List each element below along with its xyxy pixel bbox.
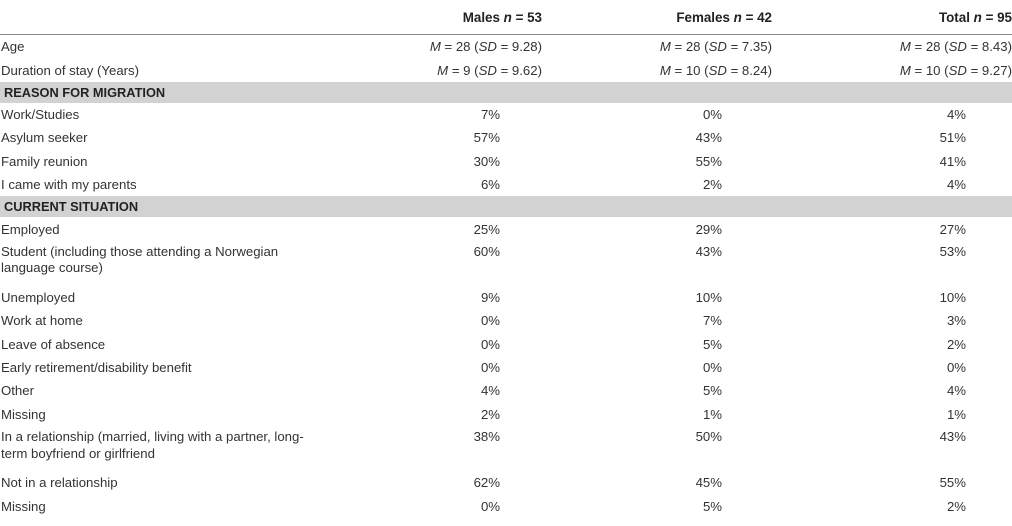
table-row	[0, 403, 1012, 426]
table-header-row	[0, 0, 1012, 35]
males-value: 62%	[473, 475, 500, 491]
females-value: 5%	[702, 383, 722, 399]
males-value: M = 28 (SD = 9.28)	[429, 39, 542, 55]
total-value: 4%	[946, 177, 966, 193]
table-row	[0, 471, 1012, 494]
males-value: 4%	[480, 383, 500, 399]
total-value: 43%	[939, 429, 966, 445]
row-label: Age	[1, 39, 25, 55]
males-value: 7%	[480, 106, 500, 122]
females-value: 50%	[695, 429, 722, 445]
row-label: Employed	[1, 221, 60, 237]
header-total: Total n = 95	[938, 9, 1012, 25]
stats-row-age	[0, 35, 1012, 59]
males-value: 30%	[473, 153, 500, 169]
table-row	[0, 217, 1012, 240]
row-label: Unemployed	[1, 289, 76, 305]
header-label-column	[0, 0, 325, 35]
row-label: Work/Studies	[1, 106, 80, 122]
total-value: 2%	[946, 498, 966, 514]
total-value: 3%	[946, 313, 966, 329]
females-value: M = 10 (SD = 8.24)	[659, 62, 772, 78]
row-label: Duration of stay (Years)	[1, 62, 140, 78]
header-females: Females n = 42	[676, 9, 772, 25]
females-value: 10%	[695, 289, 722, 305]
total-value: 41%	[939, 153, 966, 169]
females-value: 0%	[702, 360, 722, 376]
row-label: Missing	[1, 498, 46, 514]
females-value: 7%	[702, 313, 722, 329]
females-value: 43%	[695, 130, 722, 146]
males-value: 2%	[480, 406, 500, 422]
females-value: 5%	[702, 498, 722, 514]
table-row	[0, 241, 1012, 286]
total-value: 51%	[939, 130, 966, 146]
total-value: 1%	[946, 406, 966, 422]
total-value: 53%	[939, 243, 966, 259]
females-value: 29%	[695, 221, 722, 237]
total-value: 27%	[939, 221, 966, 237]
section-header-reason	[0, 82, 1012, 103]
males-value: 0%	[480, 498, 500, 514]
males-value: M = 9 (SD = 9.62)	[437, 62, 542, 78]
row-label: Student (including those attending a Norwegian language course)	[1, 243, 279, 276]
table-row	[0, 309, 1012, 332]
total-value: 0%	[946, 360, 966, 376]
table-row	[0, 426, 1012, 471]
males-value: 57%	[473, 130, 500, 146]
table-row	[0, 126, 1012, 149]
total-value: 55%	[939, 475, 966, 491]
row-label: Work at home	[1, 313, 83, 329]
total-value: 4%	[946, 106, 966, 122]
total-value: M = 28 (SD = 8.43)	[899, 39, 1012, 55]
table-row	[0, 333, 1012, 356]
section-title: REASON FOR MIGRATION	[0, 82, 1012, 103]
males-value: 0%	[480, 360, 500, 376]
row-label: Other	[1, 383, 34, 399]
section-title: CURRENT SITUATION	[0, 196, 1012, 217]
row-label: Leave of absence	[1, 336, 106, 352]
section-header-situation	[0, 196, 1012, 217]
females-value: 55%	[695, 153, 722, 169]
table-row	[0, 103, 1012, 126]
stats-row-duration	[0, 58, 1012, 81]
males-value: 38%	[473, 429, 500, 445]
table-row	[0, 379, 1012, 402]
total-value: 4%	[946, 383, 966, 399]
row-label: I came with my parents	[1, 177, 137, 193]
males-value: 0%	[480, 313, 500, 329]
males-value: 25%	[473, 221, 500, 237]
females-value: 1%	[702, 406, 722, 422]
females-value: 5%	[702, 336, 722, 352]
females-value: 2%	[702, 177, 722, 193]
females-value: 43%	[695, 243, 722, 259]
table-row	[0, 494, 1012, 517]
row-label: Family reunion	[1, 153, 88, 169]
males-value: 6%	[480, 177, 500, 193]
males-value: 60%	[473, 243, 500, 259]
females-value: 45%	[695, 475, 722, 491]
table-row	[0, 356, 1012, 379]
row-label: Not in a relationship	[1, 475, 118, 491]
males-value: 0%	[480, 336, 500, 352]
total-value: 10%	[939, 289, 966, 305]
total-value: 2%	[946, 336, 966, 352]
row-label: Asylum seeker	[1, 130, 88, 146]
total-value: M = 10 (SD = 9.27)	[899, 62, 1012, 78]
females-value: M = 28 (SD = 7.35)	[659, 39, 772, 55]
females-value: 0%	[702, 106, 722, 122]
table-row	[0, 286, 1012, 309]
table-row	[0, 173, 1012, 196]
header-males: Males n = 53	[462, 9, 542, 25]
row-label: Early retirement/disability benefit	[1, 360, 192, 376]
table-row	[0, 150, 1012, 173]
row-label: Missing	[1, 406, 46, 422]
males-value: 9%	[480, 289, 500, 305]
row-label: In a relationship (married, living with a partner, long-term boyfriend or girlfriend	[1, 429, 304, 461]
